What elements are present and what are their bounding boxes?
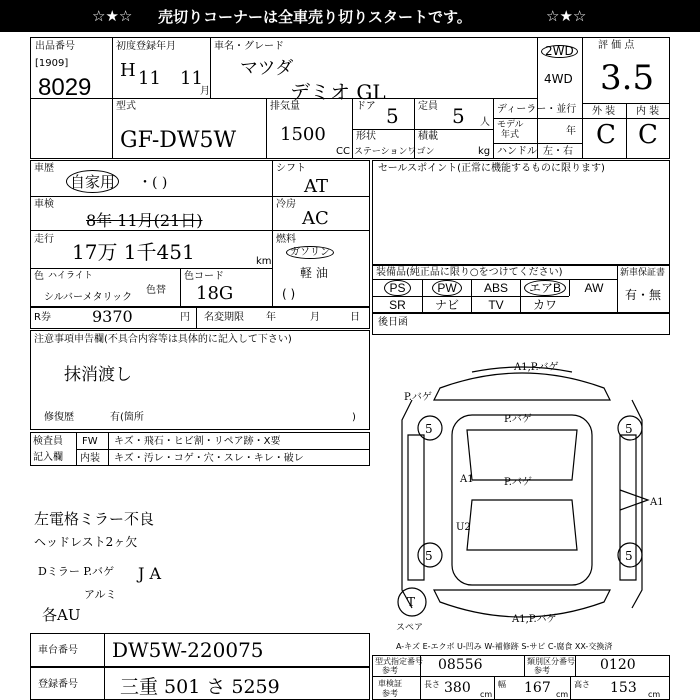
grade-label: 評 価 点 — [598, 40, 635, 51]
equipment-item — [422, 296, 471, 313]
equipment-item-label: カワ — [532, 298, 557, 312]
cert-label: 車検証 — [378, 679, 402, 688]
displacement-unit: CC — [336, 146, 350, 157]
color-code-value: 18G — [196, 283, 234, 304]
shape-value: ステーションワゴン — [354, 147, 435, 157]
load-label: 積載 — [418, 131, 438, 142]
color-value: シルバーメタリック — [44, 292, 133, 303]
banner-stars-left: ☆★☆ — [92, 7, 133, 25]
exterior-value: C — [596, 120, 616, 150]
reg-year: 11 — [138, 68, 161, 89]
chassis-label: 車台番号 — [38, 645, 78, 656]
model-name: デミオ GL — [290, 80, 386, 104]
notes-label: 注意事項申告欄(不具合内容等は具体的に記入して下さい) — [34, 334, 292, 345]
width-label: 幅 — [498, 680, 506, 689]
ac-value: AC — [302, 208, 329, 229]
interior-value: C — [638, 120, 658, 150]
equipment-item-label: SR — [389, 298, 406, 312]
inspector-label1: 検査員 — [33, 436, 63, 447]
shift-value: AT — [304, 176, 329, 197]
equipment-item — [422, 279, 471, 296]
inspector-row1: キズ・飛石・ヒビ割・リペア跡・X要 — [114, 436, 281, 447]
capacity-unit: 人 — [480, 117, 490, 128]
equipment-item-label: TV — [488, 298, 504, 312]
diagram-top-label: A1,P.バゲ — [514, 362, 559, 373]
fuel-label: 燃料 — [276, 234, 296, 245]
fuel-alt: 軽 油 — [300, 266, 328, 280]
registration-value: 三重 501 さ 5259 — [120, 676, 280, 698]
grade-value: 3.5 — [600, 58, 655, 98]
height-label: 高さ — [574, 680, 590, 689]
first-reg-label: 初度登録年月 — [116, 41, 176, 52]
usage-label: 車歴 — [34, 163, 54, 174]
inspector-row1-head: FW — [82, 436, 98, 447]
reg-month: 11 — [180, 68, 203, 89]
tire-value-fr: 5 — [625, 422, 633, 436]
recycle-label: R券 — [34, 312, 51, 323]
diagram-rear-label: U2 — [456, 522, 471, 533]
color-change-label: 色替 — [146, 285, 166, 296]
load-unit: kg — [478, 146, 491, 157]
model-year-label2: 年式 — [501, 130, 520, 140]
doors-label: ドア — [356, 101, 376, 112]
type-cert-value: 08556 — [438, 657, 483, 673]
equipment-item-label: PS — [384, 280, 410, 296]
car-outline-bottom — [434, 590, 610, 617]
item-no: 8029 — [38, 74, 92, 101]
remarks-line2: ヘッドレスト2ヶ欠 — [34, 535, 138, 549]
model-year-label: モデル — [497, 120, 524, 130]
type-cert-label: 型式指定番号 — [375, 657, 423, 666]
remarks-line1: 左電格ミラー不良 — [34, 510, 155, 528]
drive-4wd: 4WD — [544, 72, 573, 86]
inspection-label: 車検 — [34, 199, 54, 210]
handle-options: 左・右 — [543, 146, 573, 157]
name-change-month: 月 — [310, 312, 320, 323]
category-value: 0120 — [600, 657, 636, 673]
model-year-unit: 年 — [566, 126, 576, 137]
color-sub: ハイライト — [48, 271, 93, 281]
warranty-options: 有・無 — [625, 288, 662, 302]
tire-value-rr: 5 — [625, 549, 633, 563]
mileage-value: 17万 1千451 — [72, 240, 195, 264]
inspector-row2-head: 内装 — [80, 453, 100, 464]
spare-value: T — [407, 595, 416, 609]
remarks-line3b: J A — [138, 564, 162, 583]
type-cert-sub: 参考 — [382, 666, 398, 675]
tire-value-fl: 5 — [425, 422, 433, 436]
handle-label: ハンドル — [497, 146, 537, 157]
car-side-left — [408, 435, 424, 580]
interior-label: 内 装 — [636, 106, 660, 117]
equipment-item-label: PW — [432, 280, 461, 296]
item-no-label: 出品番号 — [35, 41, 75, 52]
equipment-item — [373, 279, 422, 296]
fuel-value: ガソリン — [286, 246, 334, 259]
doors-value: 5 — [386, 104, 399, 128]
banner — [0, 0, 700, 32]
recycle-unit: 円 — [180, 312, 190, 323]
diagram-left-top-label: P.バゲ — [404, 392, 432, 403]
type-value: GF-DW5W — [120, 128, 237, 153]
equipment-item-label: ABS — [483, 281, 508, 295]
equipment-item-label: エアB — [524, 280, 566, 296]
capacity-value: 5 — [452, 104, 465, 128]
diagram-side-left: A1 — [460, 474, 474, 485]
reg-era: H — [120, 60, 136, 81]
equipment-item-label: AW — [584, 281, 604, 295]
repair-value: 有(箇所 — [110, 412, 144, 423]
damage-legend: A-キズ E-エクボ U-凹み W-補修跡 S-サビ C-腐食 XX-交換済 — [396, 642, 613, 651]
usage-rest: ・( ) — [138, 175, 168, 191]
notes-handwritten: 抹消渡し — [64, 365, 132, 385]
equipment-label: 装備品(純正品に限り○をつけてください) — [376, 267, 563, 278]
displacement-label: 排気量 — [270, 101, 300, 112]
banner-text: 売切りコーナーは全車売り切りスタートです。 — [158, 7, 472, 26]
recycle-value: 9370 — [92, 307, 133, 326]
inspector-row2: キズ・汚レ・コゲ・穴・スレ・キレ・破レ — [114, 453, 304, 464]
equipment-item — [520, 279, 569, 296]
repair-close: ) — [352, 412, 356, 423]
spare-label: スペア — [396, 623, 424, 630]
dealer-label: ディーラー・並行 — [497, 104, 577, 115]
ac-label: 冷房 — [276, 199, 296, 210]
reg-month-unit: 月 — [200, 86, 210, 97]
height-unit: cm — [648, 690, 661, 699]
car-diagram — [372, 340, 672, 630]
banner-stars-right: ☆★☆ — [546, 7, 587, 25]
diagram-side-right: A1 — [650, 497, 664, 508]
usage-value: 自家用 — [66, 170, 119, 193]
height-value: 153 — [610, 680, 637, 696]
diagram-hood-label: P.バゲ — [504, 414, 532, 425]
inspector-label2: 記入欄 — [33, 452, 63, 463]
equipment-item — [373, 296, 422, 313]
diagram-bottom-label: A1,P.バゲ — [512, 614, 557, 625]
model-label: 車名・グレード — [214, 41, 284, 52]
car-outline-top — [434, 373, 610, 400]
mileage-unit: km — [256, 256, 272, 267]
displacement-value: 1500 — [280, 124, 326, 145]
capacity-label: 定員 — [418, 101, 438, 112]
item-no-small: [1909] — [35, 58, 69, 69]
length-value: 380 — [444, 680, 471, 696]
equipment-item — [471, 279, 520, 296]
mileage-label: 走行 — [34, 234, 54, 245]
width-value: 167 — [524, 680, 551, 696]
shift-label: シフト — [276, 163, 306, 174]
remarks-line4: アルミ — [84, 588, 117, 601]
registration-label: 登録番号 — [38, 679, 78, 690]
category-label: 類別区分番号 — [527, 657, 575, 666]
equipment-item — [569, 279, 618, 296]
diagram-roof-label: P.バゲ — [504, 477, 532, 488]
exterior-label: 外 装 — [592, 106, 616, 117]
name-change-year: 年 — [266, 312, 276, 323]
sales-point-frame — [372, 160, 670, 265]
fuel-paren: ( ) — [282, 287, 296, 301]
inspection-value: 8年 11月(21日) — [86, 211, 203, 230]
repair-label: 修復歴 — [44, 412, 74, 423]
category-sub: 参考 — [534, 666, 550, 675]
warranty-label: 新車保証書 — [620, 268, 666, 278]
sales-point-label: セールスポイント(正常に機能するものに限ります) — [378, 163, 605, 174]
remarks-line5: 各AU — [42, 606, 81, 624]
remarks-line3: Dミラー P.バゲ — [38, 565, 114, 578]
length-unit: cm — [480, 690, 493, 699]
after-market-frame — [372, 313, 670, 335]
color-label: 色 — [34, 271, 44, 282]
cert-sub: 参考 — [382, 689, 398, 698]
equipment-item — [471, 296, 520, 313]
tire-value-rl: 5 — [425, 549, 433, 563]
type-label: 型式 — [116, 101, 136, 112]
shape-label: 形状 — [356, 131, 376, 142]
equipment-item — [520, 296, 569, 313]
equipment-item-label: ナビ — [434, 298, 459, 312]
length-label: 長さ — [424, 680, 440, 689]
drive-2wd: 2WD — [541, 45, 578, 58]
name-change-day: 日 — [350, 312, 360, 323]
maker: マツダ — [240, 58, 294, 79]
width-unit: cm — [556, 690, 569, 699]
name-change-label: 名変期限 — [204, 312, 244, 323]
color-code-label: 色コード — [184, 271, 224, 282]
chassis-value: DW5W-220075 — [112, 638, 264, 662]
after-market-label: 後日函 — [378, 317, 408, 328]
